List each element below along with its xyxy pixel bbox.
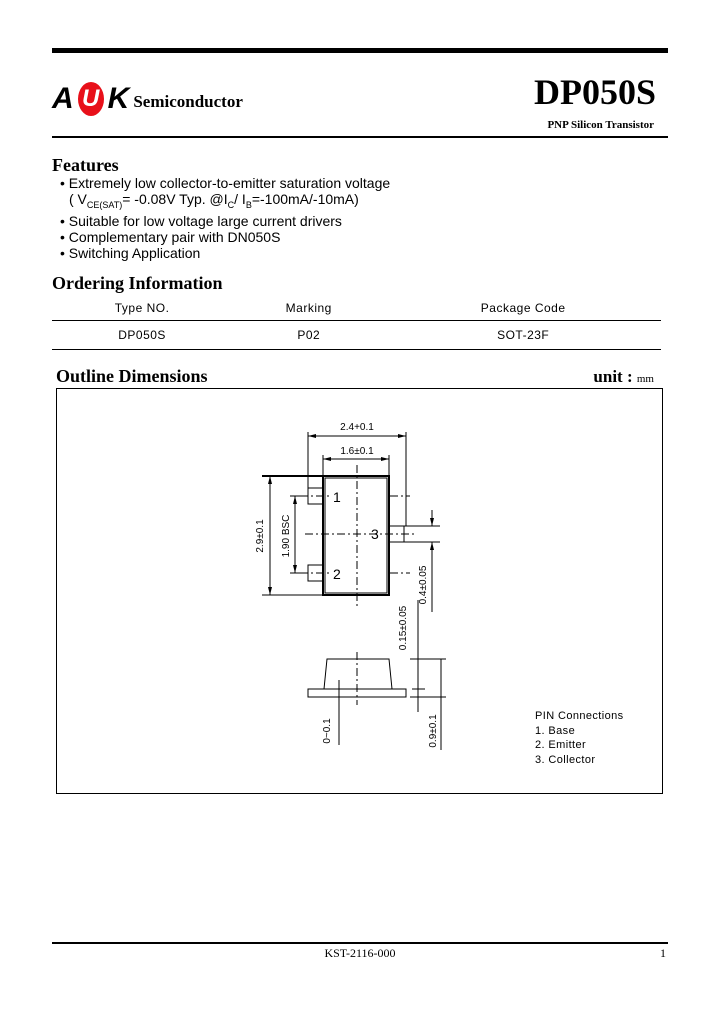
- pin-item: 1. Base: [535, 724, 576, 737]
- features-heading: Features: [52, 155, 119, 175]
- col-package: Package Code: [385, 296, 661, 321]
- doc-code: KST-2116-000: [324, 946, 396, 960]
- col-type: Type NO.: [52, 296, 232, 321]
- feature-item: • Complementary pair with DN050S: [60, 228, 281, 245]
- logo-letter-a: A: [52, 82, 74, 115]
- logo-text: Semiconductor: [133, 92, 243, 111]
- dim-standoff: 0~0.1: [322, 718, 333, 744]
- dim-height: 0.9±0.1: [428, 714, 439, 748]
- footer-rule: [52, 942, 668, 944]
- pin-item: 3. Collector: [535, 753, 596, 766]
- feature-vce-line: ( $V_{CE(SAT)}= -0.08V$ Typ. $@I_C/$ $I_B=-100mA/-10mA$): [69, 191, 359, 210]
- unit-label: unit : mm: [593, 367, 654, 386]
- feature-item: • Switching Application: [60, 244, 201, 261]
- table-row: DP050S P02 SOT-23F: [52, 321, 661, 350]
- col-marking: Marking: [232, 296, 385, 321]
- feature-item: • Suitable for low voltage large current drivers: [60, 212, 342, 229]
- part-number: DP050S: [533, 72, 656, 112]
- page-number: 1: [660, 946, 666, 960]
- outline-heading: Outline Dimensions: [56, 366, 208, 386]
- dim-lead-width: 0.4±0.05: [418, 565, 429, 605]
- pin-label-2: 2: [333, 566, 341, 582]
- dim-body-length: 2.9±0.1: [255, 519, 266, 553]
- logo-letter-k: K: [107, 82, 130, 115]
- pin-label-1: 1: [333, 489, 341, 505]
- dim-lead-thickness: 0.15±0.05: [398, 605, 409, 651]
- pin-connections: [535, 709, 624, 767]
- pin-label-3: 3: [371, 526, 379, 542]
- dim-pin-pitch: 1.90 BSC: [281, 514, 292, 558]
- pin-connections-title: PIN Connections: [535, 710, 624, 722]
- dim-overall-width: 2.4+0.1: [340, 422, 374, 433]
- dim-body-width: 1.6±0.1: [340, 446, 374, 457]
- logo-letter-u: U: [78, 82, 104, 116]
- pin-item: 2. Emitter: [535, 739, 587, 751]
- part-subtitle: PNP Silicon Transistor: [547, 119, 654, 131]
- feature-item: • Extremely low collector-to-emitter saturation voltage: [60, 175, 391, 191]
- ordering-heading: Ordering Information: [52, 273, 223, 293]
